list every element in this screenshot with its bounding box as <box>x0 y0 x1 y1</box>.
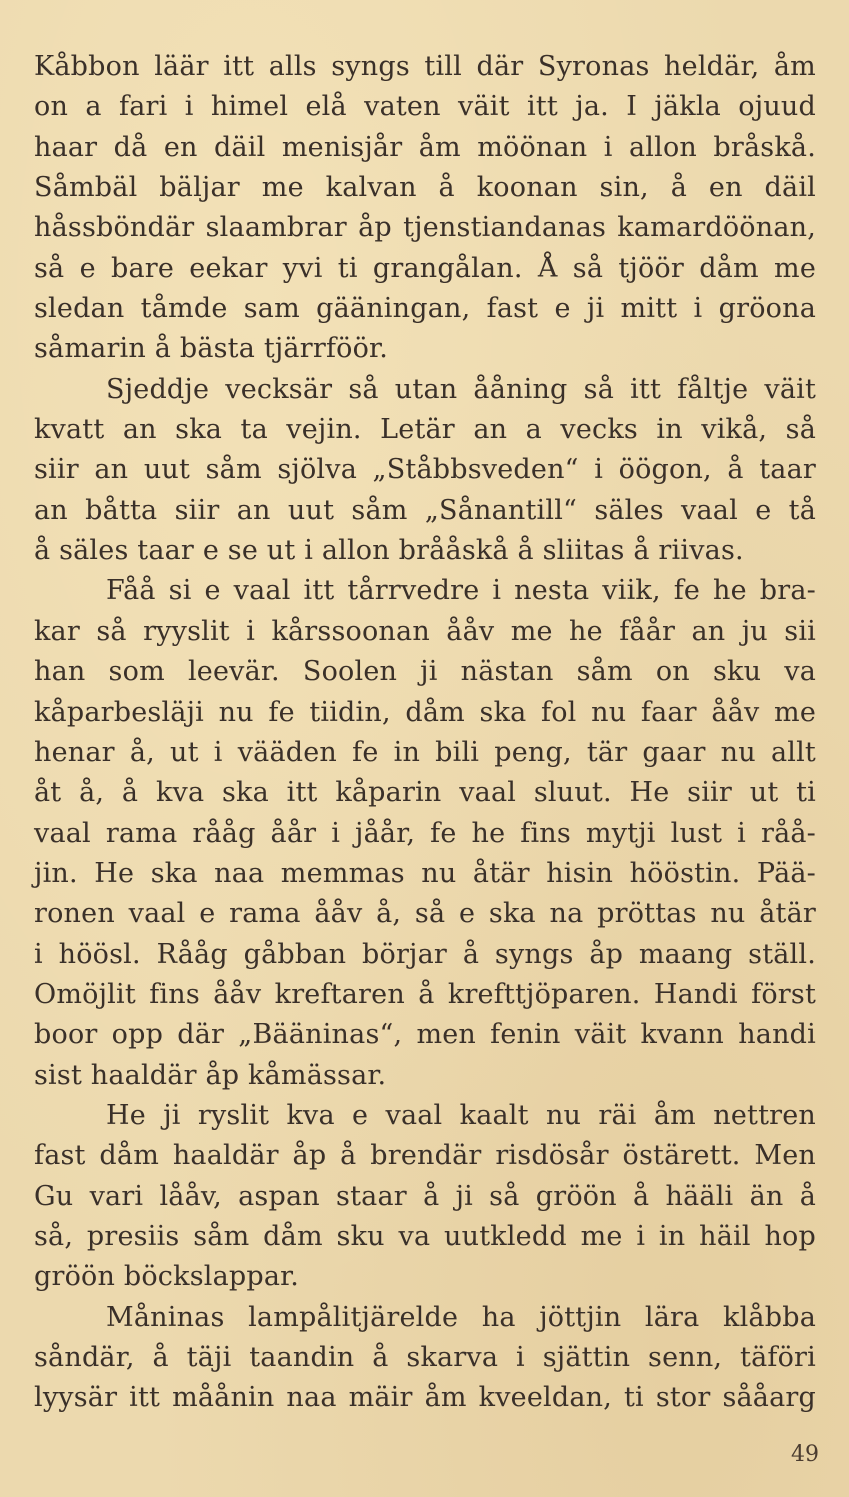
text-line: Sjeddje vecksär så utan ååning så itt fåltje väit <box>106 373 816 405</box>
text-line: så e bare eekar yvi ti grangålan. Å så tjöör dåm me <box>34 252 816 284</box>
text-line: ronen vaal e rama ååv å, så e ska na pröttas nu åtär <box>34 898 816 930</box>
text-line: Omöjlit fins ååv kreftaren å krefttjöparen. Handi först <box>34 978 816 1010</box>
text-line: lyysär itt måånin naa mäir åm kveeldan, ti stor sååarg <box>34 1382 816 1414</box>
text-line: håssböndär slaambrar åp tjenstiandanas kamardöönan, <box>34 212 816 244</box>
text-line: i höösl. Rååg gåbban börjar å syngs åp maang ställ. <box>34 938 816 970</box>
text-line: Gu vari lååv, aspan staar å ji så gröön å hääli än å <box>34 1180 816 1212</box>
text-line: han som leevär. Soolen ji nästan såm on sku va <box>34 656 816 688</box>
text-line: henar å, ut i vääden fe in bili peng, tär gaar nu allt <box>34 736 816 768</box>
text-line: vaal rama rååg åår i jåår, fe he fins mytji lust i råå- <box>34 817 816 849</box>
page-number: 49 <box>791 1442 819 1467</box>
text-line: boor opp där „Bääninas“, men fenin väit kvann handi <box>34 1019 816 1051</box>
text-line: Kåbbon läär itt alls syngs till där Syronas heldär, åm <box>34 51 816 82</box>
text-line: kåparbesläji nu fe tiidin, dåm ska fol nu faar ååv me <box>34 696 816 728</box>
text-line: såmarin å bästa tjärrföör. <box>34 333 388 365</box>
text-line: åt å, å kva ska itt kåparin vaal sluut. He siir ut ti <box>34 777 816 809</box>
text-line: Fåå si e vaal itt tårrvedre i nesta viik, fe he bra- <box>106 575 816 607</box>
text-line: on a fari i himel elå vaten väit itt ja. I jäkla ojuud <box>34 91 816 123</box>
text-line: Måninas lampålitjärelde ha jöttjin lära klåbba <box>106 1301 816 1333</box>
text-line: Såmbäl bäljar me kalvan å koonan sin, å en däil <box>34 172 816 204</box>
text-line: gröön böckslappar. <box>34 1261 300 1293</box>
text-line: såndär, å täji taandin å skarva i sjättin senn, täföri <box>34 1342 816 1373</box>
text-line: sist haaldär åp kåmässar. <box>34 1059 387 1091</box>
text-line: fast dåm haaldär åp å brendär risdösår östärett. Men <box>34 1140 816 1172</box>
body-text <box>34 47 816 1419</box>
text-line: å säles taar e se ut i allon brååskå å sliitas å riivas. <box>34 535 744 567</box>
text-line: He ji ryslit kva e vaal kaalt nu räi åm nettren <box>106 1099 816 1131</box>
text-line: haar då en däil menisjår åm möönan i allon bråskå. <box>34 131 816 163</box>
text-line: an båtta siir an uut såm „Sånantill“ säles vaal e tå <box>34 494 816 526</box>
text-line: sledan tåmde sam gääningan, fast e ji mitt i gröona <box>34 293 816 325</box>
text-line: jin. He ska naa memmas nu åtär hisin hööstin. Pää- <box>34 857 816 889</box>
text-line: kvatt an ska ta vejin. Letär an a vecks in vikå, så <box>34 414 816 446</box>
text-line: siir an uut såm sjölva „Ståbbsveden“ i öögon, å taar <box>34 454 816 486</box>
text-line: kar så ryyslit i kårssoonan ååv me he fåår an ju sii <box>34 615 816 647</box>
text-line: så, presiis såm dåm sku va uutkledd me i in häil hop <box>34 1220 816 1252</box>
